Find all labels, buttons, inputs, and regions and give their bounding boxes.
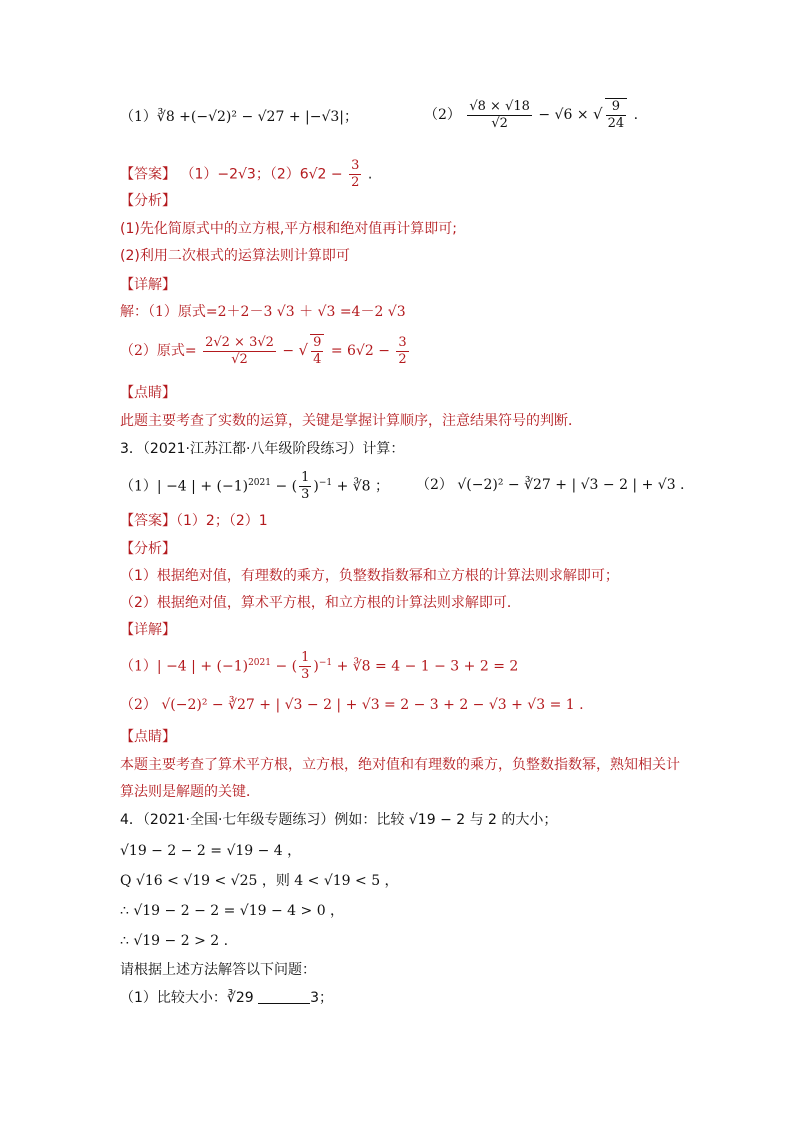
expression-rest: − √6 × <box>538 107 589 123</box>
analysis-line-1 <box>120 220 457 238</box>
question-4-line-1 <box>120 842 301 860</box>
answer-tag: 【答案】 <box>120 166 176 183</box>
denominator: 3 <box>301 487 310 502</box>
instruction-text: 请根据上述方法解答以下问题： <box>120 962 316 978</box>
radicand-fraction <box>605 98 628 132</box>
numerator: 9 <box>313 335 322 350</box>
denominator: 3 <box>301 667 310 682</box>
solution-text: = 6√2 − <box>330 343 390 359</box>
expr: + ∛8 = 4 − 1 − 3 + 2 = 2 <box>336 658 519 675</box>
analysis-3-tag <box>120 540 176 558</box>
expr: （1）| −4 | + (−1) <box>120 658 249 675</box>
comment-line-1 <box>120 412 582 430</box>
compare-prompt: （1）比较大小：∛29 <box>120 990 254 1006</box>
analysis-text: (1)先化简原式中的立方根,平方根和绝对值再计算即可; <box>120 221 457 237</box>
sqrt-symbol: √ <box>593 105 603 123</box>
expr: （1）| −4 | + (−1) <box>120 478 249 495</box>
answer-text: （1）2；（2）1 <box>176 513 268 529</box>
analysis-text: （1）根据绝对值，有理数的乘方，负整数指数幂和立方根的计算法则求解即可； <box>120 568 619 584</box>
detail-tag <box>120 276 176 294</box>
numerator: √8 × √18 <box>469 98 530 114</box>
denominator: √2 <box>231 351 248 367</box>
expr: √19 − 2 − 2 = √19 − 4 ， <box>120 843 302 859</box>
denominator: 2 <box>351 175 360 190</box>
detail-label: 【详解】 <box>120 622 176 638</box>
fraction <box>299 650 311 683</box>
answer-fraction <box>349 158 361 191</box>
period: . <box>633 107 639 123</box>
radicand-fraction <box>310 334 324 368</box>
question-3-part-2 <box>416 476 685 494</box>
numerator: 3 <box>398 334 407 350</box>
comment-3-tag <box>120 728 176 746</box>
minus: − <box>282 343 295 359</box>
compare-value: 3； <box>310 990 334 1006</box>
numerator: 1 <box>301 470 310 485</box>
numerator: 2√2 × 3√2 <box>205 334 274 350</box>
solution-text: （2）原式= <box>120 343 197 359</box>
fraction <box>203 335 276 368</box>
solution-line-2 <box>120 334 411 368</box>
comment-tag <box>120 384 176 402</box>
solution-text: 解：（1）原式=2＋2－3 √3 ＋ √3 =4－2 √3 <box>120 304 406 320</box>
comment-3-line-2 <box>120 783 260 801</box>
comment-text: 此题主要考查了实数的运算，关键是掌握计算顺序，注意结果符号的判断． <box>120 413 582 429</box>
analysis-text: (2)利用二次根式的运算法则计算即可 <box>120 248 350 264</box>
comment-label: 【点睛】 <box>120 385 176 401</box>
question-4-line-5 <box>120 961 316 979</box>
question-4-line-4 <box>120 932 228 950</box>
problem-2-part-1-text: （1）∛8 +(−√2)² − √27 + |−√3|； <box>120 109 358 125</box>
numerator: 1 <box>301 650 310 665</box>
analysis-label: 【分析】 <box>120 541 176 557</box>
expr: ∴ √19 − 2 > 2 . <box>120 933 229 949</box>
comment-label: 【点睛】 <box>120 729 176 745</box>
fraction <box>467 99 532 132</box>
denominator: 24 <box>607 116 625 131</box>
comment-3-line-1 <box>120 756 680 774</box>
expr: + ∛8 ； <box>336 478 390 495</box>
denominator: 4 <box>313 352 322 367</box>
analysis-tag <box>120 192 176 210</box>
numerator: 9 <box>606 99 627 116</box>
fraction <box>396 335 408 368</box>
solution-3-line-1 <box>120 650 518 683</box>
solution-line-1 <box>120 303 406 321</box>
expr: （2） √(−2)² − ∛27 + | √3 − 2 | + √3 . <box>416 477 685 493</box>
answer-tag: 【答案】 <box>120 513 176 529</box>
exponent: −1 <box>318 657 333 668</box>
detail-3-tag <box>120 621 176 639</box>
answer-text: （1）−2√3；（2）6√2 − <box>180 166 343 183</box>
question-title: 4．（2021·全国·七年级专题练习）例如：比较 √19 − 2 与 2 的大小； <box>120 812 558 828</box>
expr: ) <box>313 658 319 675</box>
part-label: （2） <box>424 107 461 123</box>
answer-line <box>120 158 372 191</box>
denominator: √2 <box>491 115 508 131</box>
question-title: 3．（2021·江苏江都·八年级阶段练习）计算： <box>120 441 405 457</box>
exponent: 2021 <box>248 657 271 668</box>
analysis-3-line-2 <box>120 594 521 612</box>
period: . <box>367 166 373 183</box>
question-4-line-2 <box>120 872 399 890</box>
fraction <box>299 470 311 503</box>
question-3-title <box>120 440 404 458</box>
solution-3-line-2 <box>120 696 584 714</box>
answer-3-line <box>120 512 268 530</box>
analysis-text: （2）根据绝对值，算术平方根，和立方根的计算法则求解即可． <box>120 595 521 611</box>
numerator: 3 <box>351 158 360 173</box>
analysis-label: 【分析】 <box>120 193 176 209</box>
exponent: 2021 <box>248 477 271 488</box>
analysis-3-line-1 <box>120 567 619 585</box>
expr: ∴ √19 − 2 − 2 = √19 − 4 > 0 ， <box>120 903 345 919</box>
question-4-line-3 <box>120 902 344 920</box>
expr: − ( <box>275 658 298 675</box>
expr: − ( <box>275 478 298 495</box>
expr: （2） √(−2)² − ∛27 + | √3 − 2 | + √3 = 2 − 3 + 2 − √3 + √3 = 1 . <box>120 697 584 713</box>
answer-blank[interactable] <box>258 989 310 1004</box>
detail-label: 【详解】 <box>120 277 176 293</box>
denominator: 2 <box>398 351 407 367</box>
expr: ) <box>313 478 319 495</box>
problem-2-part-2 <box>424 98 638 132</box>
question-3-part-1 <box>120 470 389 503</box>
comment-text: 本题主要考查了算术平方根，立方根，绝对值和有理数的乘方，负整数指数幂，熟知相关计 <box>120 757 680 773</box>
question-4-title <box>120 811 557 829</box>
question-4-line-6 <box>120 989 333 1007</box>
analysis-line-2 <box>120 247 350 265</box>
exponent: −1 <box>318 477 333 488</box>
comment-text: 算法则是解题的关键． <box>120 784 260 800</box>
expr: Q √16 < √19 < √25 ，则 4 < √19 < 5 ， <box>120 873 399 889</box>
sqrt-symbol: √ <box>298 341 309 359</box>
problem-2-part-1 <box>120 108 358 126</box>
